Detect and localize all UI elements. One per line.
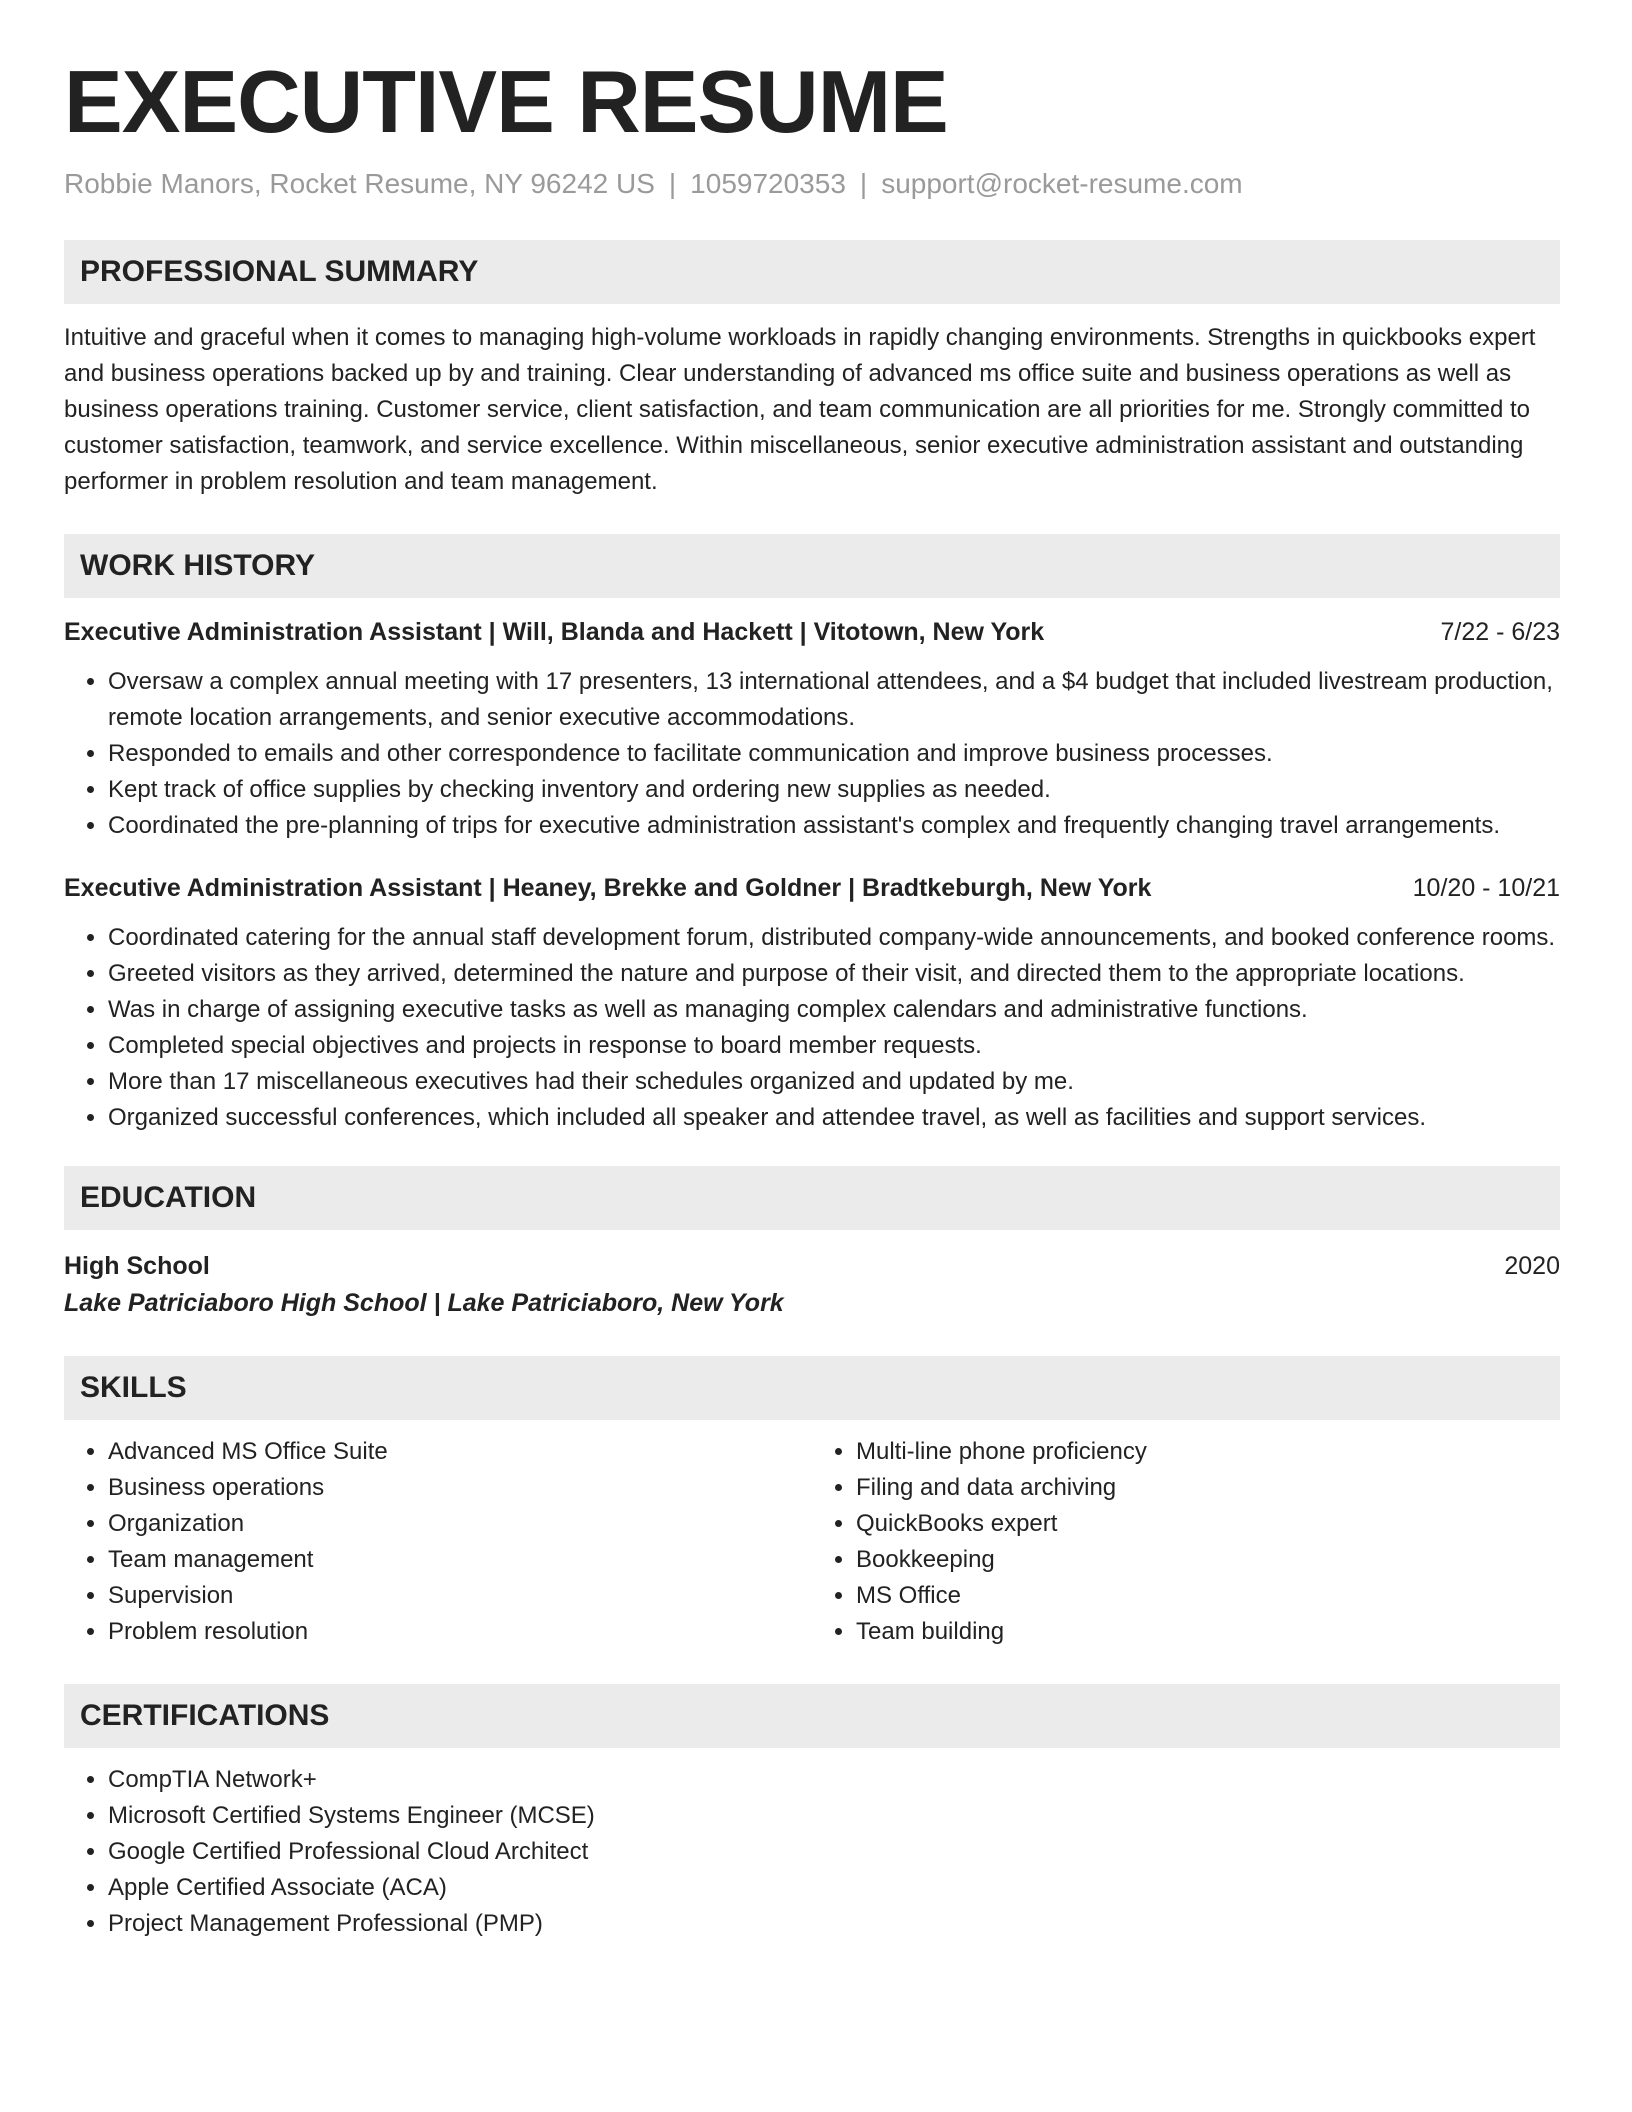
certification-item: • CompTIA Network+ — [108, 1762, 1560, 1798]
skill-item: • Filing and data archiving — [856, 1470, 1560, 1506]
education-year: 2020 — [1504, 1252, 1560, 1280]
contact-separator: | — [668, 168, 677, 199]
contact-email[interactable]: support@rocket-resume.com — [881, 168, 1243, 199]
certification-item: • Microsoft Certified Systems Engineer (MCSE) — [108, 1798, 1560, 1834]
education-degree: High School — [64, 1252, 210, 1280]
skill-item: • Supervision — [108, 1578, 812, 1614]
job-header — [64, 870, 1560, 906]
certifications-list — [64, 1762, 1560, 1942]
skill-item: • QuickBooks expert — [856, 1506, 1560, 1542]
list-item: • Responded to emails and other correspondence to facilitate communication and improve business processes. — [108, 736, 1560, 772]
list-item: • Organized successful conferences, which included all speaker and attendee travel, as well as facilities and support services. — [108, 1100, 1560, 1136]
skill-item: • Problem resolution — [108, 1614, 812, 1650]
list-item: • More than 17 miscellaneous executives had their schedules organized and updated by me. — [108, 1064, 1560, 1100]
education-heading: EDUCATION — [64, 1166, 1560, 1230]
skills-column-left — [64, 1434, 812, 1650]
job-title: Executive Administration Assistant | Will, Blanda and Hackett | Vitotown, New York — [64, 618, 1045, 646]
summary-heading: PROFESSIONAL SUMMARY — [64, 240, 1560, 304]
certification-item: • Project Management Professional (PMP) — [108, 1906, 1560, 1942]
skill-item: • Team management — [108, 1542, 812, 1578]
skill-item: • Advanced MS Office Suite — [108, 1434, 812, 1470]
list-item: • Was in charge of assigning executive tasks as well as managing complex calendars and administrative functions. — [108, 992, 1560, 1028]
work-history-heading: WORK HISTORY — [64, 534, 1560, 598]
skill-item: • Multi-line phone proficiency — [856, 1434, 1560, 1470]
skill-item: • Business operations — [108, 1470, 812, 1506]
list-item: • Kept track of office supplies by checking inventory and ordering new supplies as needed. — [108, 772, 1560, 808]
skill-item: • Organization — [108, 1506, 812, 1542]
list-item: • Completed special objectives and projects in response to board member requests. — [108, 1028, 1560, 1064]
list-item: • Coordinated the pre-planning of trips for executive administration assistant's complex and frequently changing travel arrangements. — [108, 808, 1560, 844]
job-title: Executive Administration Assistant | Heaney, Brekke and Goldner | Bradtkeburgh, New York — [64, 874, 1152, 902]
education-school: Lake Patriciaboro High School | Lake Patriciaboro, New York — [64, 1289, 784, 1317]
certification-item: • Apple Certified Associate (ACA) — [108, 1870, 1560, 1906]
job-header — [64, 614, 1560, 650]
job-dates: 7/22 - 6/23 — [1440, 618, 1560, 646]
contact-line — [64, 166, 1560, 202]
skill-item: • Bookkeeping — [856, 1542, 1560, 1578]
skills-column-right — [812, 1434, 1560, 1650]
list-item: • Coordinated catering for the annual staff development forum, distributed company-wide announcements, and booked conference rooms. — [108, 920, 1560, 956]
list-item: • Oversaw a complex annual meeting with 17 presenters, 13 international attendees, and a $4 budget that included livestream production, remote location arrangements, and senior executive accommodations. — [108, 664, 1560, 736]
list-item: • Greeted visitors as they arrived, determined the nature and purpose of their visit, and directed them to the appropriate locations. — [108, 956, 1560, 992]
skills-heading: SKILLS — [64, 1356, 1560, 1420]
skills-grid — [64, 1420, 1560, 1650]
contact-separator: | — [859, 168, 868, 199]
job-bullets — [64, 920, 1560, 1136]
job-dates: 10/20 - 10/21 — [1412, 874, 1560, 902]
job-bullets — [64, 664, 1560, 844]
contact-address: Robbie Manors, Rocket Resume, NY 96242 US — [64, 168, 655, 199]
resume-title: EXECUTIVE RESUME — [64, 52, 948, 151]
summary-text: Intuitive and graceful when it comes to managing high-volume workloads in rapidly changing environments. Strengths in quickbooks expert and business operations backed up by and training. Clear understanding of advanced ms office suite and business operations as well as business operations training. Customer service, client satisfaction, and team communication are all priorities for me. Strongly committed to customer satisfaction, teamwork, and service excellence. Within miscellaneous, senior executive administration assistant and outstanding performer in problem resolution and team management. — [64, 324, 1536, 495]
job-entry — [64, 870, 1560, 1136]
resume-page — [64, 52, 1560, 1942]
contact-phone: 1059720353 — [690, 168, 846, 199]
certifications-heading: CERTIFICATIONS — [64, 1684, 1560, 1748]
skill-item: • MS Office — [856, 1578, 1560, 1614]
certification-item: • Google Certified Professional Cloud Architect — [108, 1834, 1560, 1870]
education-entry — [64, 1248, 1560, 1322]
skill-item: • Team building — [856, 1614, 1560, 1650]
education-header — [64, 1248, 1560, 1284]
job-entry — [64, 614, 1560, 844]
